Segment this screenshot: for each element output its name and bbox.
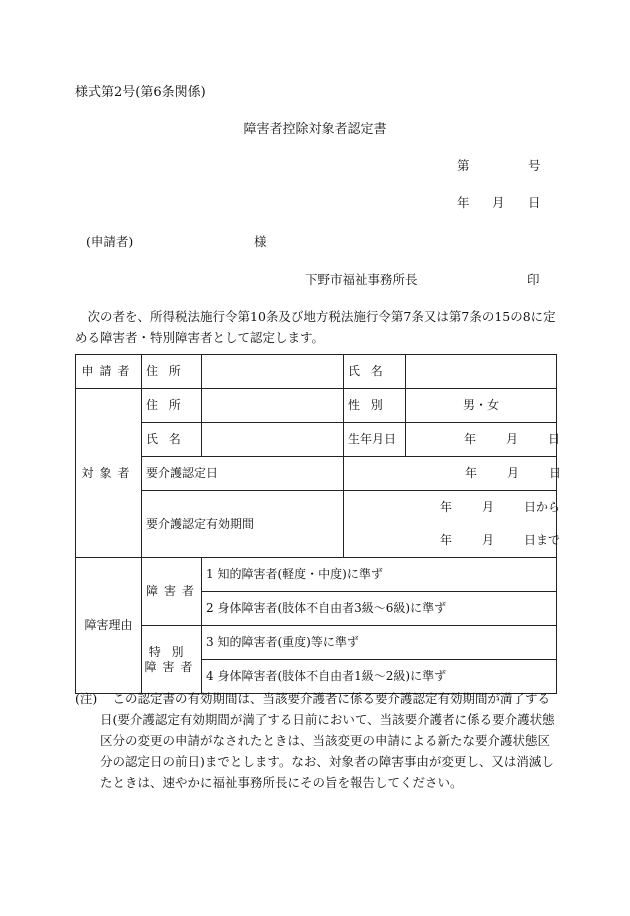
- issue-year: 年: [457, 195, 470, 210]
- table-row: [76, 457, 557, 491]
- certification-table: [75, 354, 562, 694]
- disabled-label: 障害者: [146, 584, 201, 598]
- applicant-name-label: 氏名: [348, 364, 394, 378]
- special-label-top: 特別: [148, 644, 195, 659]
- reason-3: 3 知的障害者(重度)等に準ず: [202, 626, 557, 660]
- applicant-honorific: 様: [254, 234, 267, 249]
- birth-date-label: 生年月日: [344, 423, 406, 457]
- birth-year: 年: [464, 432, 477, 446]
- care-cert-date-label: 要介護認定日: [142, 457, 344, 491]
- issue-month: 月: [492, 195, 505, 210]
- note-label: (注): [75, 691, 98, 706]
- care-cert-year: 年: [465, 466, 478, 480]
- reason-header: 障害理由: [84, 618, 133, 632]
- table-row: [76, 626, 557, 660]
- subject-header: 対象者: [81, 465, 136, 480]
- document-title: 障害者控除対象者認定書: [243, 122, 387, 137]
- cert-number-prefix: 第: [457, 158, 470, 173]
- intro-text: 次の者を、所得税法施行令第10条及び地方税法施行令第7条又は第7条の15の8に定める障害者・特別障害者として認定します。: [75, 309, 556, 345]
- sex-value: 男・女: [406, 389, 557, 423]
- care-cert-period-label: 要介護認定有効期間: [142, 491, 344, 558]
- issue-day: 日: [528, 195, 541, 210]
- subject-address-value: [202, 389, 344, 423]
- issuer-seal: 印: [527, 272, 540, 287]
- table-row: [76, 423, 557, 457]
- table-row: [76, 389, 557, 423]
- form-number: 様式第2号(第6条関係): [75, 85, 206, 100]
- subject-name-value: [202, 423, 344, 457]
- care-cert-day: 日: [549, 466, 562, 480]
- care-cert-month: 月: [507, 466, 520, 480]
- applicant-address-label: 住所: [146, 364, 192, 378]
- issuer-name: 下野市福祉事務所長: [305, 272, 418, 287]
- table-row: [76, 491, 557, 558]
- sex-label: 性別: [348, 398, 394, 412]
- subject-address-label: 住所: [146, 398, 192, 412]
- applicant-header: 申請者: [81, 364, 136, 378]
- period-from: 年 月 日から: [440, 500, 561, 514]
- birth-day: 日: [548, 432, 561, 446]
- reason-1: 1 知的障害者(軽度・中度)に準ず: [202, 558, 557, 592]
- applicant-label: (申請者): [86, 234, 134, 249]
- reason-4: 4 身体障害者(肢体不自由者1級～2級)に準ず: [202, 660, 557, 694]
- period-to: 年 月 日まで: [440, 533, 561, 547]
- subject-name-label: 氏名: [146, 432, 192, 446]
- birth-month: 月: [506, 432, 519, 446]
- special-label-bottom: 障害者: [144, 659, 199, 674]
- table-row: [76, 558, 557, 592]
- table-row: [76, 355, 557, 389]
- note-text: この認定書の有効期間は、当該要介護者に係る要介護認定有効期間が満了する日(要介護認定有効期間が満了する日前において、当該要介護者に係る要介護状態区分の変更の申請がなされたときは、当該変更の申請による新たな要介護状態区分の認定日の前日)までとします。なお、対象者の障害事由が変更し、又は消滅したときは、速やかに福祉事務所長にその旨を報告してください。: [100, 691, 555, 790]
- applicant-address-value: [202, 355, 344, 389]
- applicant-name-value: [406, 355, 557, 389]
- cert-number-suffix: 号: [528, 158, 541, 173]
- reason-2: 2 身体障害者(肢体不自由者3級～6級)に準ず: [202, 592, 557, 626]
